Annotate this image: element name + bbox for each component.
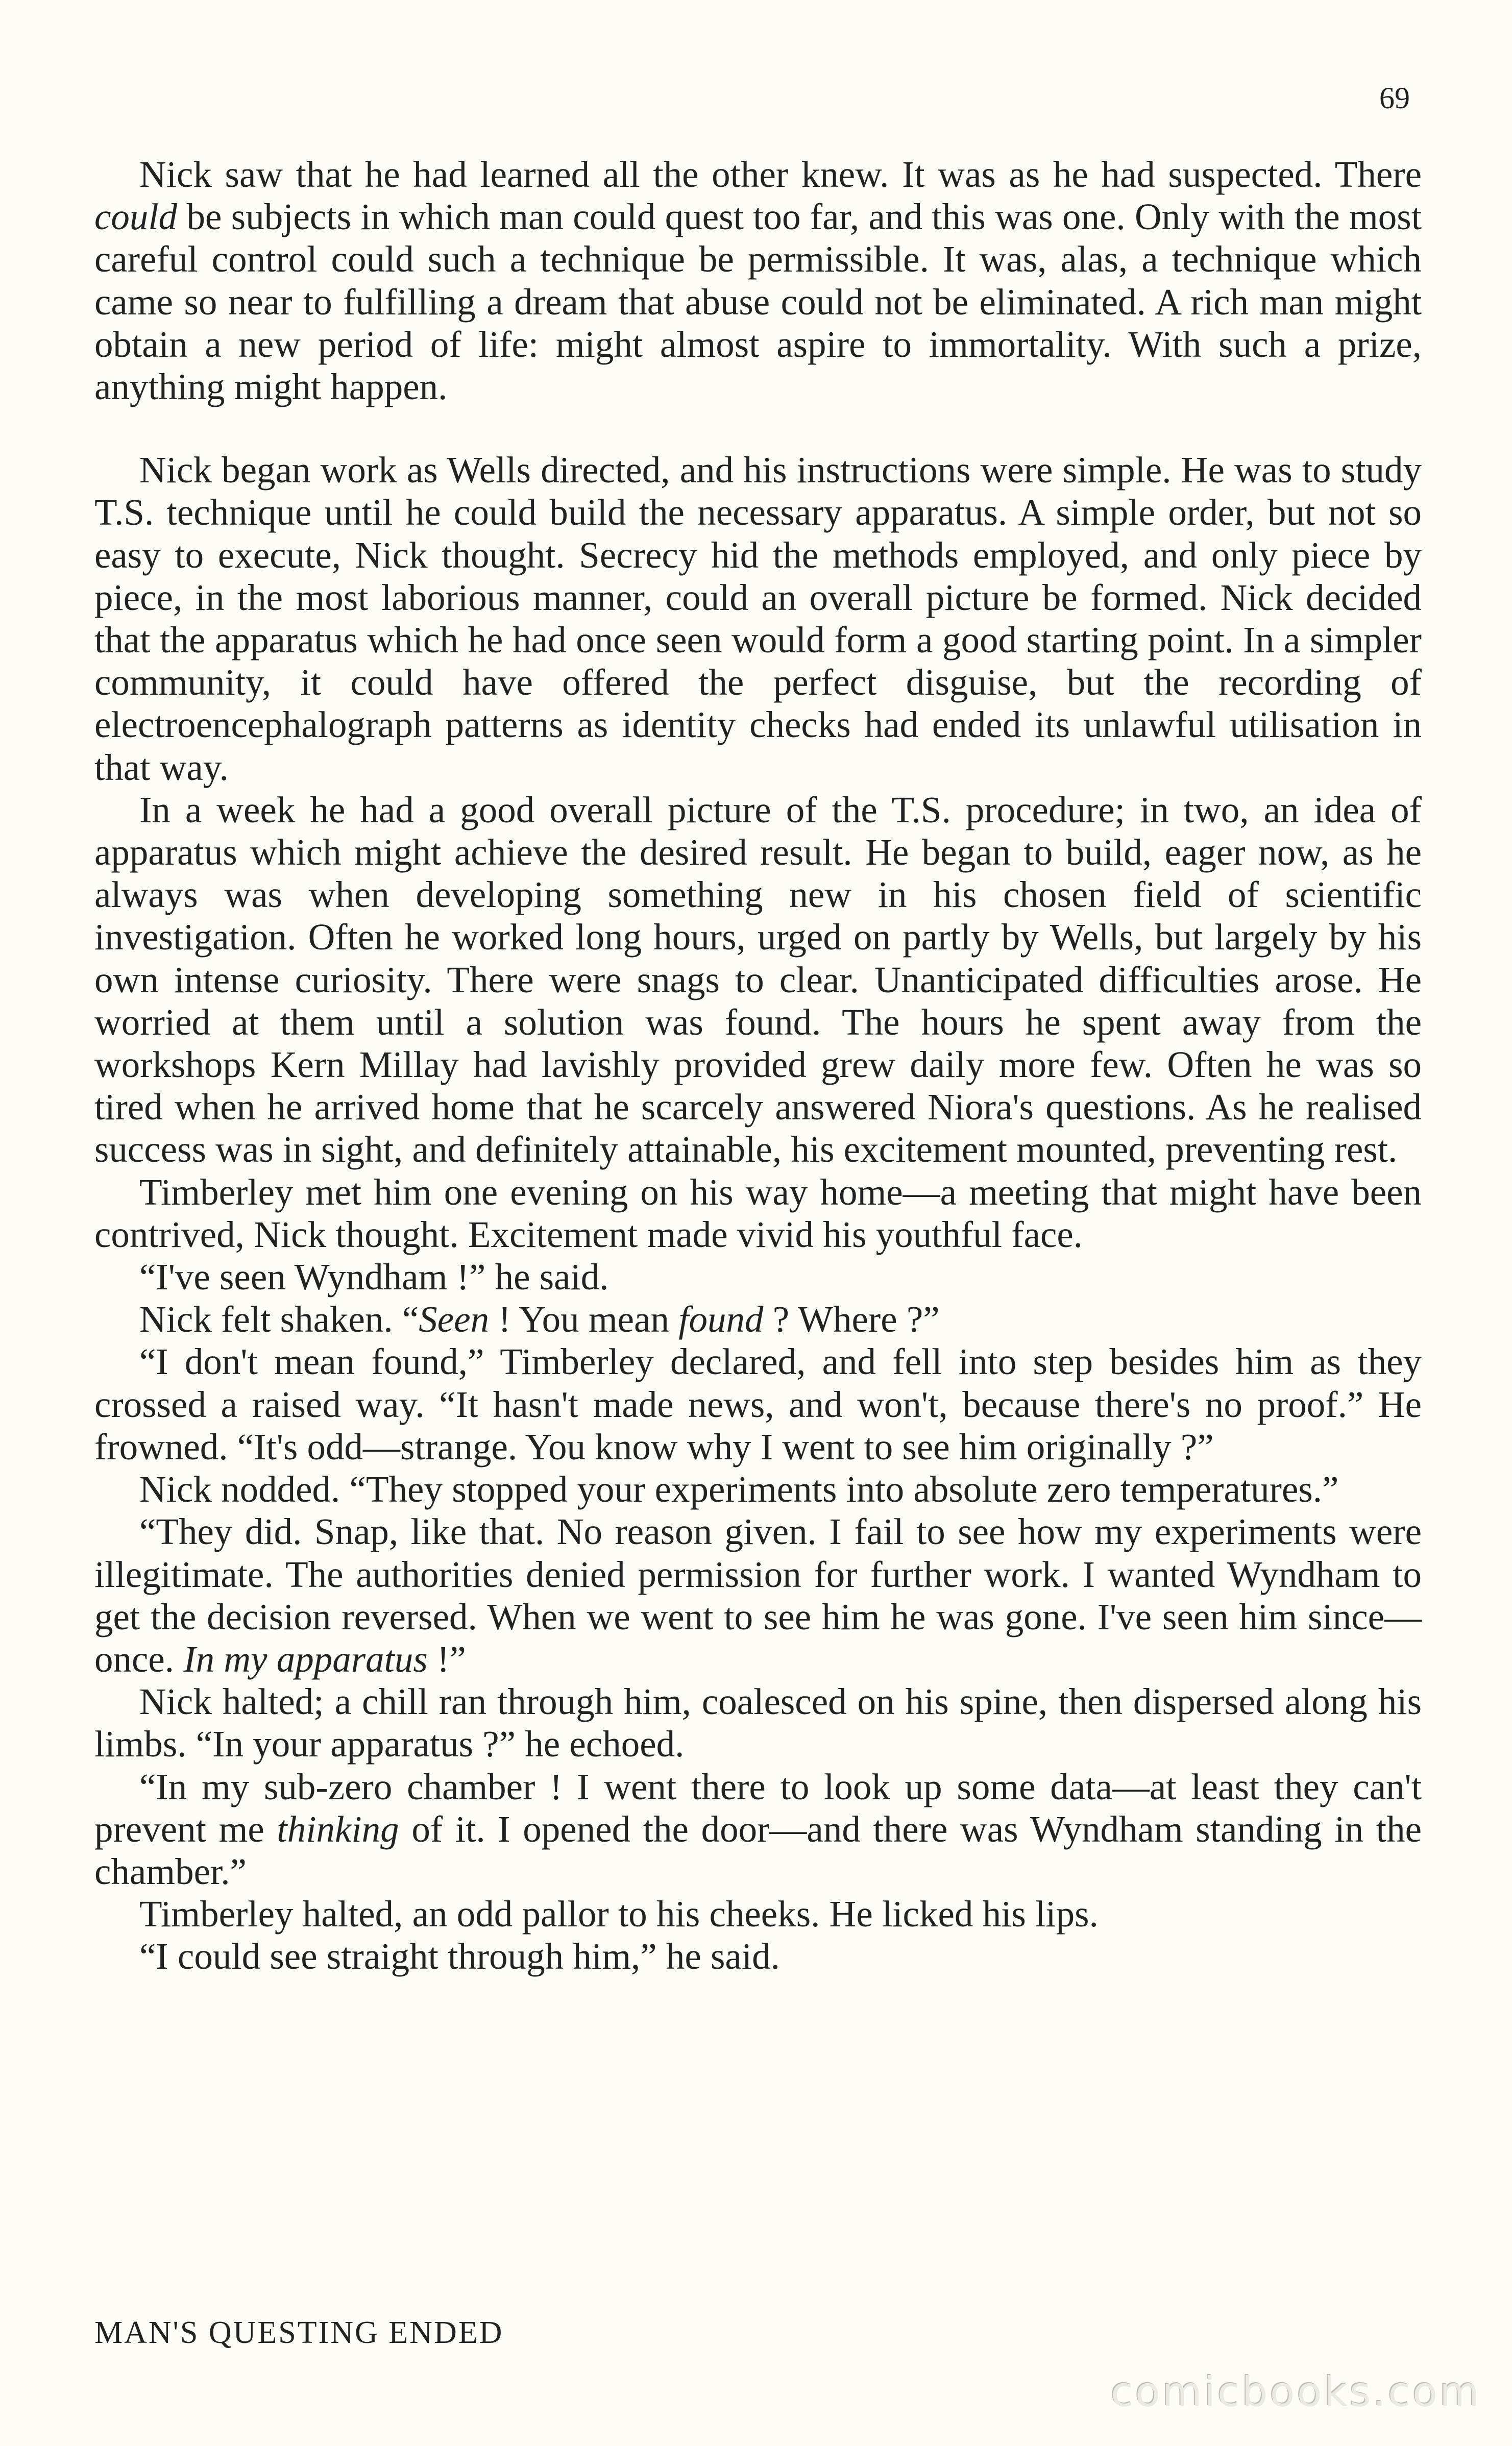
paragraph-13: “I could see straight through him,” he said. xyxy=(139,1936,780,1977)
running-title: MAN'S QUESTING ENDED xyxy=(94,2315,504,2350)
paragraph-12: Timberley halted, an odd pallor to his cheeks. He licked his lips. xyxy=(139,1893,1099,1935)
paragraph-1: Nick saw that he had learned all the other knew. It was as he had suspected. There could be subjects in which man could quest too far, and this was one. Only with the most careful control could such a technique be permissible. It was, alas, a technique which came so near to fulfilling a dream that abuse could not be eliminated. A rich man might obtain a new period of life: might almost aspire to immortality. With such a prize, anything might happen. xyxy=(94,154,1422,408)
paragraph-11: “In my sub-zero chamber ! I went there to look up some data—at least they can't prevent me thinking of it. I opened the door—and there was Wyndham standing in the chamber.” xyxy=(94,1766,1422,1892)
paragraph-10: Nick halted; a chill ran through him, coalesced on his spine, then dispersed along his limbs. “In your apparatus ?” he echoed. xyxy=(94,1681,1422,1765)
watermark-logo: comicbooks.com xyxy=(1110,2368,1481,2416)
paragraph-2: Nick began work as Wells directed, and his instructions were simple. He was to study T.S. technique until he could build the necessary apparatus. A simple order, but not so easy to execute, Nick thought. Secrecy hid the methods employed, and only piece by piece, in the most laborious manner, could an overall picture be formed. Nick decided that the apparatus which he had once seen would form a good starting point. In a simpler community, it could have offered the perfect disguise, but the recording of electroencephalograph patterns as identity checks had ended its unlawful utilisation in that way. xyxy=(94,449,1422,788)
page-number: 69 xyxy=(1379,81,1410,115)
paragraph-3: In a week he had a good overall picture of the T.S. procedure; in two, an idea of apparatus which might achieve the desired result. He began to build, eager now, as he always was when developing something new in his chosen field of scientific investigation. Often he worked long hours, urged on partly by Wells, but largely by his own intense curiosity. There were snags to clear. Unanticipated difficulties arose. He worried at them until a solution was found. The hours he spent away from the workshops Kern Millay had lavishly provided grew daily more few. Often he was so tired when he arrived home that he scarcely answered Niora's questions. As he realised success was in sight, and definitely attainable, his excitement mounted, preventing rest. xyxy=(94,789,1422,1170)
paragraph-4: Timberley met him one evening on his way home—a meeting that might have been contrived, Nick thought. Excitement made vivid his youthful face. xyxy=(94,1171,1422,1255)
paragraph-7: “I don't mean found,” Timberley declared, and fell into step besides him as they crossed a raised way. “It hasn't made news, and won't, because there's no proof.” He frowned. “It's odd—strange. You know why I went to see him originally ?” xyxy=(94,1341,1422,1467)
paragraph-5: “I've seen Wyndham !” he said. xyxy=(139,1256,609,1298)
paragraph-9: “They did. Snap, like that. No reason given. I fail to see how my experiments were illegitimate. The authorities denied permission for further work. I wanted Wyndham to get the decision reversed. When we went to see him he was gone. I've seen him since—once. In my apparatus !” xyxy=(94,1511,1422,1680)
paragraph-6: Nick felt shaken. “Seen ! You mean found ? Where ?” xyxy=(139,1299,940,1340)
paragraph-8: Nick nodded. “They stopped your experiments into absolute zero temperatures.” xyxy=(139,1469,1339,1510)
body-text xyxy=(94,153,1422,1978)
